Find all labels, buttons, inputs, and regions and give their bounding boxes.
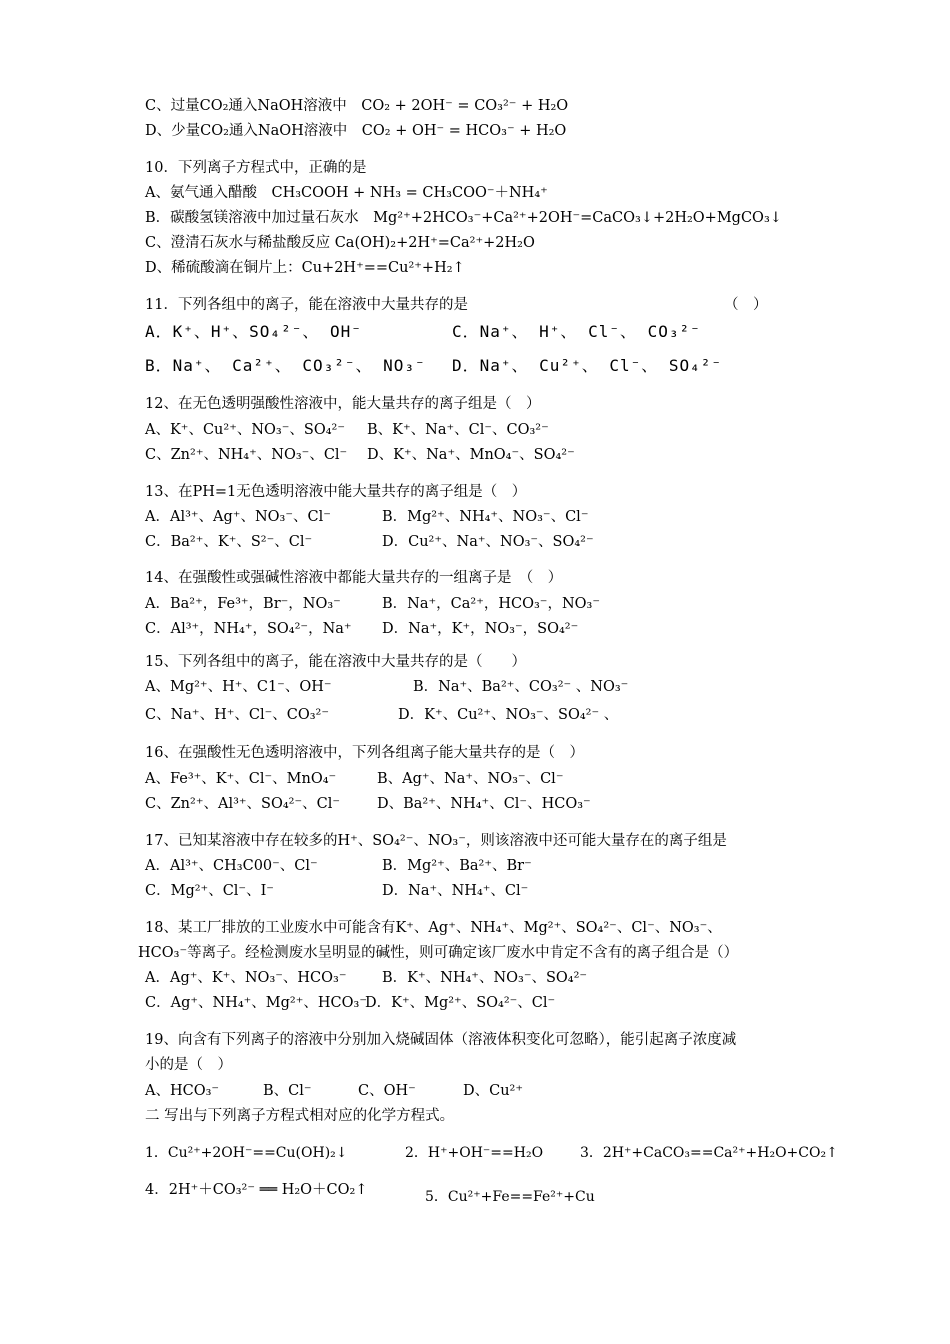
q10-option-c: C、澄清石灰水与稀盐酸反应 Ca(OH)₂+2H⁺=Ca²⁺+2H₂O (145, 235, 535, 251)
q17-option-b: B．Mg²⁺、Ba²⁺、Br⁻ (382, 858, 532, 874)
q13-option-c: C．Ba²⁺、K⁺、S²⁻、Cl⁻ (145, 534, 313, 550)
q11-option-c: C．Na⁺、 H⁺、 Cl⁻、 CO₃²⁻ (452, 322, 701, 341)
q18-stem-line1: 18、某工厂排放的工业废水中可能含有K⁺、Ag⁺、NH₄⁺、Mg²⁺、SO₄²⁻、Cl⁻、NO₃⁻、 (145, 920, 722, 936)
q12-option-c: C、Zn²⁺、NH₄⁺、NO₃⁻、Cl⁻ (145, 447, 348, 463)
q13-option-d: D．Cu²⁺、Na⁺、NO₃⁻、SO₄²⁻ (382, 534, 594, 550)
q19-stem-line2: 小的是（ ） (145, 1057, 232, 1073)
q16-stem: 16、在强酸性无色透明溶液中，下列各组离子能大量共存的是（ ） (145, 745, 584, 761)
q12-option-d: D、K⁺、Na⁺、MnO₄⁻、SO₄²⁻ (367, 447, 575, 463)
equation-3: 3．2H⁺+CaCO₃==Ca²⁺+H₂O+CO₂↑ (580, 1145, 838, 1161)
q14-option-a: A．Ba²⁺，Fe³⁺，Br⁻，NO₃⁻ (145, 596, 341, 612)
q16-option-b: B、Ag⁺、Na⁺、NO₃⁻、Cl⁻ (377, 771, 564, 787)
q18-option-c: C．Ag⁺、NH₄⁺、Mg²⁺、HCO₃⁻ (145, 995, 367, 1011)
q10-stem: 10．下列离子方程式中，正确的是 (145, 160, 367, 176)
q11-option-d: D．Na⁺、 Cu²⁺、 Cl⁻、 SO₄²⁻ (452, 356, 723, 375)
q16-option-a: A、Fe³⁺、K⁺、Cl⁻、MnO₄⁻ (145, 771, 337, 787)
section-two-heading: 二 写出与下列离子方程式相对应的化学方程式。 (145, 1108, 455, 1124)
q18-stem-line2: HCO₃⁻等离子。经检测废水呈明显的碱性，则可确定该厂废水中肯定不含有的离子组合是（） (138, 945, 739, 961)
equation-4: 4．2H⁺＋CO₃²⁻ ══ H₂O＋CO₂↑ (145, 1182, 368, 1198)
q18-option-b: B．K⁺、NH₄⁺、NO₃⁻、SO₄²⁻ (382, 970, 588, 986)
q11-option-a: A．K⁺、H⁺、SO₄²⁻、 OH⁻ (145, 322, 362, 341)
q16-option-c: C、Zn²⁺、Al³⁺、SO₄²⁻、Cl⁻ (145, 796, 341, 812)
q10-option-b: B．碳酸氢镁溶液中加过量石灰水 Mg²⁺+2HCO₃⁻+Ca²⁺+2OH⁻=CaCO₃↓+2H₂O+MgCO₃↓ (145, 210, 782, 226)
equation-1: 1．Cu²⁺+2OH⁻==Cu(OH)₂↓ (145, 1145, 348, 1161)
q16-option-d: D、Ba²⁺、NH₄⁺、Cl⁻、HCO₃⁻ (377, 796, 591, 812)
q12-option-a: A、K⁺、Cu²⁺、NO₃⁻、SO₄²⁻ (145, 422, 345, 438)
q18-option-d: D．K⁺、Mg²⁺、SO₄²⁻、Cl⁻ (365, 995, 556, 1011)
q19-option-d: D、Cu²⁺ (463, 1083, 524, 1099)
q10-option-a: A、氨气通入醋酸 CH₃COOH + NH₃ = CH₃COO⁻＋NH₄⁺ (145, 185, 548, 201)
q10-option-d: D、稀硫酸滴在铜片上：Cu+2H⁺==Cu²⁺+H₂↑ (145, 260, 465, 276)
q15-option-a: A、Mg²⁺、H⁺、C1⁻、OH⁻ (145, 679, 332, 695)
q11-stem: 11．下列各组中的离子，能在溶液中大量共存的是 (145, 297, 468, 313)
q15-option-b: B．Na⁺、Ba²⁺、CO₃²⁻ 、NO₃⁻ (413, 679, 629, 695)
q12-option-b: B、K⁺、Na⁺、Cl⁻、CO₃²⁻ (367, 422, 549, 438)
q15-option-d: D．K⁺、Cu²⁺、NO₃⁻、SO₄²⁻ 、 (398, 707, 619, 723)
q9-option-c: C、过量CO₂通入NaOH溶液中 CO₂ + 2OH⁻ = CO₃²⁻ + H₂O (145, 98, 569, 114)
q13-stem: 13、在PH=1无色透明溶液中能大量共存的离子组是（ ） (145, 484, 527, 500)
equation-2: 2．H⁺+OH⁻==H₂O (405, 1145, 544, 1161)
q11-answer-paren: （ ） (724, 297, 768, 313)
q12-stem: 12、在无色透明强酸性溶液中，能大量共存的离子组是（ ） (145, 396, 541, 412)
q14-stem: 14、在强酸性或强碱性溶液中都能大量共存的一组离子是 （ ） (145, 570, 563, 586)
q13-option-a: A．Al³⁺、Ag⁺、NO₃⁻、Cl⁻ (145, 509, 331, 525)
q9-option-d: D、少量CO₂通入NaOH溶液中 CO₂ + OH⁻ = HCO₃⁻ + H₂O (145, 123, 567, 139)
q15-option-c: C、Na⁺、H⁺、Cl⁻、CO₃²⁻ (145, 707, 330, 723)
q17-option-c: C．Mg²⁺、Cl⁻、I⁻ (145, 883, 274, 899)
q19-option-a: A、HCO₃⁻ (145, 1083, 220, 1099)
q11-option-b: B．Na⁺、 Ca²⁺、 CO₃²⁻、 NO₃⁻ (145, 356, 426, 375)
equation-5: 5．Cu²⁺+Fe==Fe²⁺+Cu (425, 1189, 595, 1205)
q17-stem: 17、已知某溶液中存在较多的H⁺、SO₄²⁻、NO₃⁻，则该溶液中还可能大量存在的离子组是 (145, 833, 727, 849)
q17-option-a: A．Al³⁺、CH₃C00⁻、Cl⁻ (145, 858, 318, 874)
q14-option-d: D．Na⁺，K⁺，NO₃⁻，SO₄²⁻ (382, 621, 579, 637)
q14-option-b: B．Na⁺，Ca²⁺，HCO₃⁻，NO₃⁻ (382, 596, 600, 612)
q14-option-c: C．Al³⁺，NH₄⁺，SO₄²⁻，Na⁺ (145, 621, 352, 637)
q17-option-d: D．Na⁺、NH₄⁺、Cl⁻ (382, 883, 529, 899)
q18-option-a: A．Ag⁺、K⁺、NO₃⁻、HCO₃⁻ (145, 970, 347, 986)
q19-option-b: B、Cl⁻ (263, 1083, 312, 1099)
q19-stem-line1: 19、向含有下列离子的溶液中分别加入烧碱固体（溶液体积变化可忽略），能引起离子浓度减 (145, 1032, 737, 1048)
q19-option-c: C、OH⁻ (358, 1083, 416, 1099)
q15-stem: 15、下列各组中的离子，能在溶液中大量共存的是（ ） (145, 654, 526, 670)
q13-option-b: B．Mg²⁺、NH₄⁺、NO₃⁻、Cl⁻ (382, 509, 589, 525)
